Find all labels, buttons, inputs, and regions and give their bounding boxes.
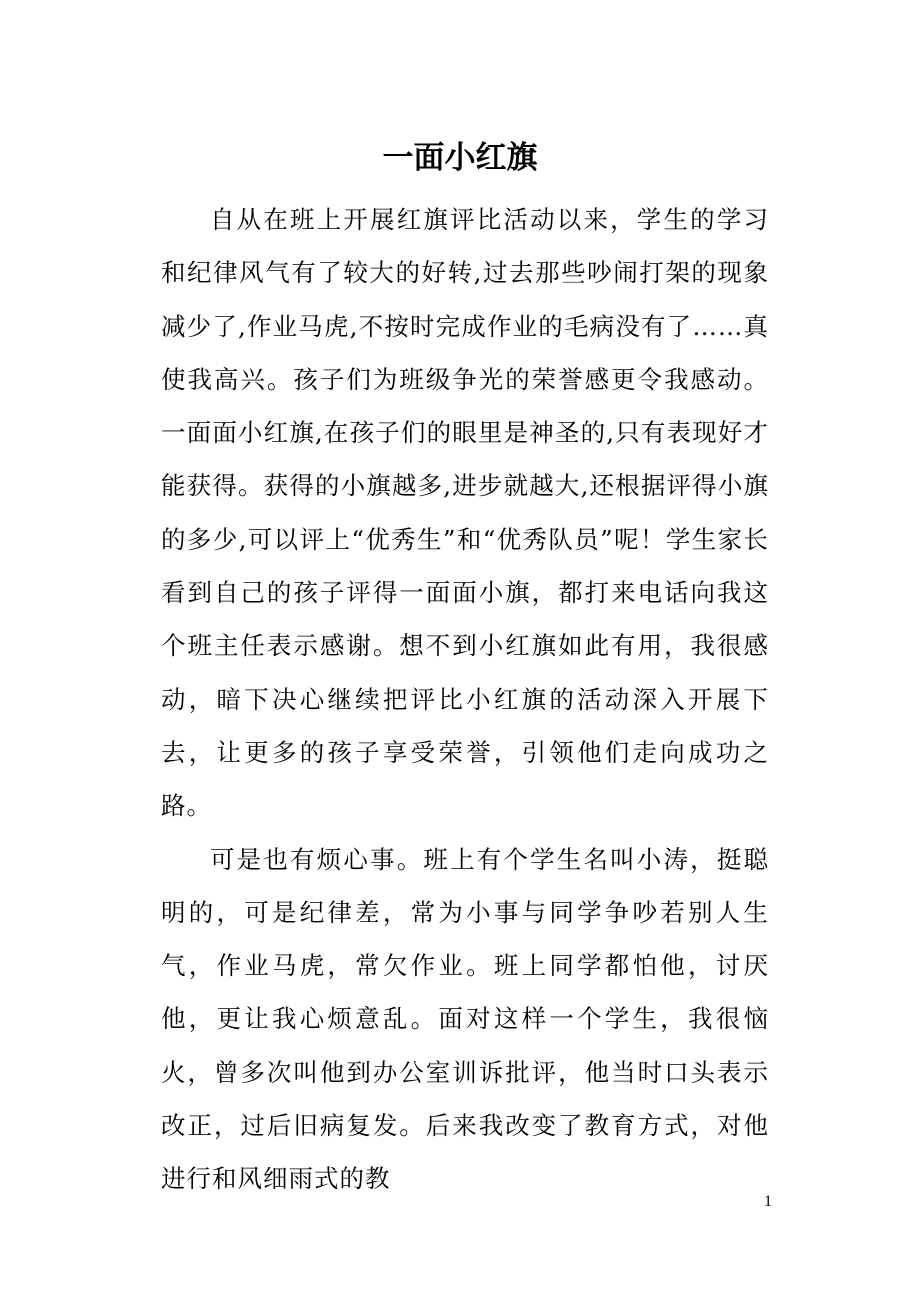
paragraph: 自从在班上开展红旗评比活动以来，学生的学习和纪律风气有了较大的好转,过去那些吵闹打架的现象减少了,作业马虎,不按时完成作业的毛病没有了……真使我高兴。孩子们为班级争光的荣誉感更令我感动。一面面小红旗,在孩子们的眼里是神圣的,只有表现好才能获得。获得的小旗越多,进步就越大,还根据评得小旗的多少,可以评上“优秀生”和“优秀队员”呢！学生家长看到自己的孩子评得一面面小旗，都打来电话向我这个班主任表示感谢。想不到小红旗如此有用，我很感动，暗下决心继续把评比小红旗的活动深入开展下去，让更多的孩子享受荣誉，引领他们走向成功之路。 <box>161 205 769 821</box>
page-number: 1 <box>764 1193 772 1210</box>
paragraph: 可是也有烦心事。班上有个学生名叫小涛，挺聪明的，可是纪律差，常为小事与同学争吵若别人生气，作业马虎，常欠作业。班上同学都怕他，讨厌他，更让我心烦意乱。面对这样一个学生，我很恼火，曾多次叫他到办公室训诉批评，他当时口头表示改正，过后旧病复发。后来我改变了教育方式，对他进行和风细雨式的教 <box>161 844 769 1194</box>
document-title: 一面小红旗 <box>382 140 538 176</box>
document-body <box>161 193 769 1206</box>
